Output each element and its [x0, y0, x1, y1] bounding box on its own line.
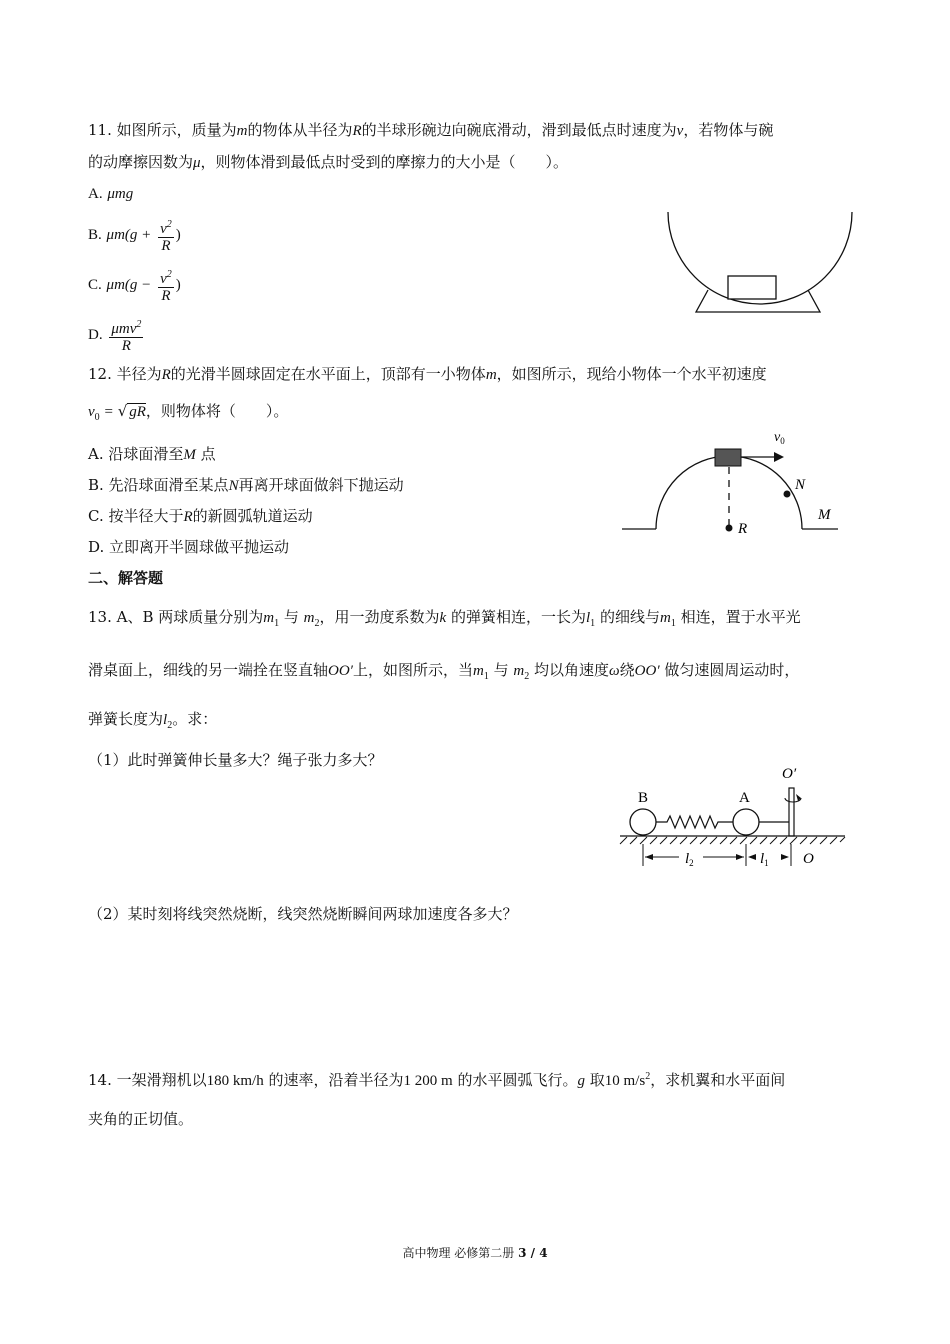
q13-subquestion-2: （2）某时刻将线突然烧断，线突然烧断瞬间两球加速度各多大？ [88, 905, 518, 923]
q12-option-a: A. 沿球面滑至M 点 [88, 445, 216, 463]
q13-stem-line3: 弹簧长度为$l_2$。求： [88, 710, 218, 731]
q12-stem-line2: $v_0$ = √ gR，则物体将（ ）。 [88, 402, 289, 423]
q11-option-a: A. μmg [88, 186, 134, 202]
q11-option-b: B. μm(g + $\frac{v^2}{R}$ ) [88, 218, 181, 254]
q11-stem-line2: 的动摩擦因数为μ，则物体滑到最低点时受到的摩擦力的大小是（ ）。 [88, 153, 569, 171]
q12-option-d: D. 立即离开半圆球做平抛运动 [88, 538, 290, 556]
q11-stem-line1: 11. 如图所示，质量为m的物体从半径为R的半球形碗边向碗底滑动，滑到最低点时速度为v，若物体与碗 [88, 121, 774, 139]
q11-option-c: C. μm(g − $\frac{v^2}{R}$ ) [88, 268, 181, 304]
dim-l1-arrow-left [748, 854, 756, 860]
label-R: R [738, 521, 748, 537]
q12-option-b: B. 先沿球面滑至某点N再离开球面做斜下抛运动 [88, 476, 404, 494]
footer-page-number: 3 / 4 [518, 1246, 548, 1260]
label-M: M [818, 507, 831, 523]
small-object-m [715, 449, 741, 466]
q11-option-b-fraction: $\frac{v^2}{R}$ [160, 218, 172, 254]
q14-stem-line1: 14. 一架滑翔机以180 km/h 的速率，沿着半径为1 200 m 的水平圆弧飞行。g 取10 $m/s^2$，求机翼和水平面间 [88, 1071, 786, 1089]
q11-option-d: D. $\frac{\mu mv^2}{R}$ [88, 318, 142, 354]
q11-bowl-figure [660, 208, 860, 318]
label-O: O [803, 851, 814, 867]
velocity-arrowhead [774, 452, 784, 462]
label-l2: $l_2$ [685, 851, 694, 868]
dim-l1-arrow-right [781, 854, 789, 860]
q14-stem-line2: 夹角的正切值。 [88, 1110, 194, 1128]
q12-stem-line1: 12. 半径为R的光滑半圆球固定在水平面上，顶部有一小物体m，如图所示，现给小物体一个水平初速度 [88, 365, 767, 383]
ball-B [630, 809, 656, 835]
label-O-prime: O′ [782, 766, 797, 782]
label-v0: $v_0$ [774, 430, 785, 446]
footer-book-title: 高中物理 必修第二册 [402, 1246, 515, 1260]
center-point [726, 525, 733, 532]
dim-l2-arrow-left [645, 854, 653, 860]
q13-stem-line2: 滑桌面上，细线的另一端拴在竖直轴OO′上，如图所示，当$m_1$ 与 $m_2$ 均以角速度ω绕OO′ 做匀速圆周运动时， [88, 661, 800, 682]
label-l1: $l_1$ [760, 851, 769, 868]
table-hatching [620, 837, 845, 844]
label-N: N [795, 477, 806, 493]
label-A: A [739, 790, 750, 806]
section-title: 二、解答题 [88, 569, 164, 587]
page-footer [0, 1244, 950, 1261]
q11-option-d-fraction: $\frac{\mu mv^2}{R}$ [111, 318, 142, 354]
dim-l2-arrow-right [736, 854, 744, 860]
q13-spring-figure [615, 762, 850, 872]
q13-subquestion-1: （1）此时弹簧伸长量多大？绳子张力多大？ [88, 751, 383, 769]
point-N [784, 491, 791, 498]
vertical-axis [789, 788, 794, 836]
block-in-bowl [728, 276, 776, 299]
q11-option-c-fraction: $\frac{v^2}{R}$ [160, 268, 172, 304]
q12-hemisphere-figure [620, 425, 845, 540]
ball-A [733, 809, 759, 835]
q13-stem-line1: 13. A、B 两球质量分别为$m_1$ 与 $m_2$，用一劲度系数为k 的弹簧相连，一长为$l_1$ 的细线与$m_1$ 相连，置于水平光 [88, 608, 801, 629]
q12-option-c: C. 按半径大于R的新圆弧轨道运动 [88, 507, 313, 525]
hemisphere-arc [656, 456, 802, 529]
spring [656, 816, 733, 828]
label-B: B [638, 790, 649, 806]
